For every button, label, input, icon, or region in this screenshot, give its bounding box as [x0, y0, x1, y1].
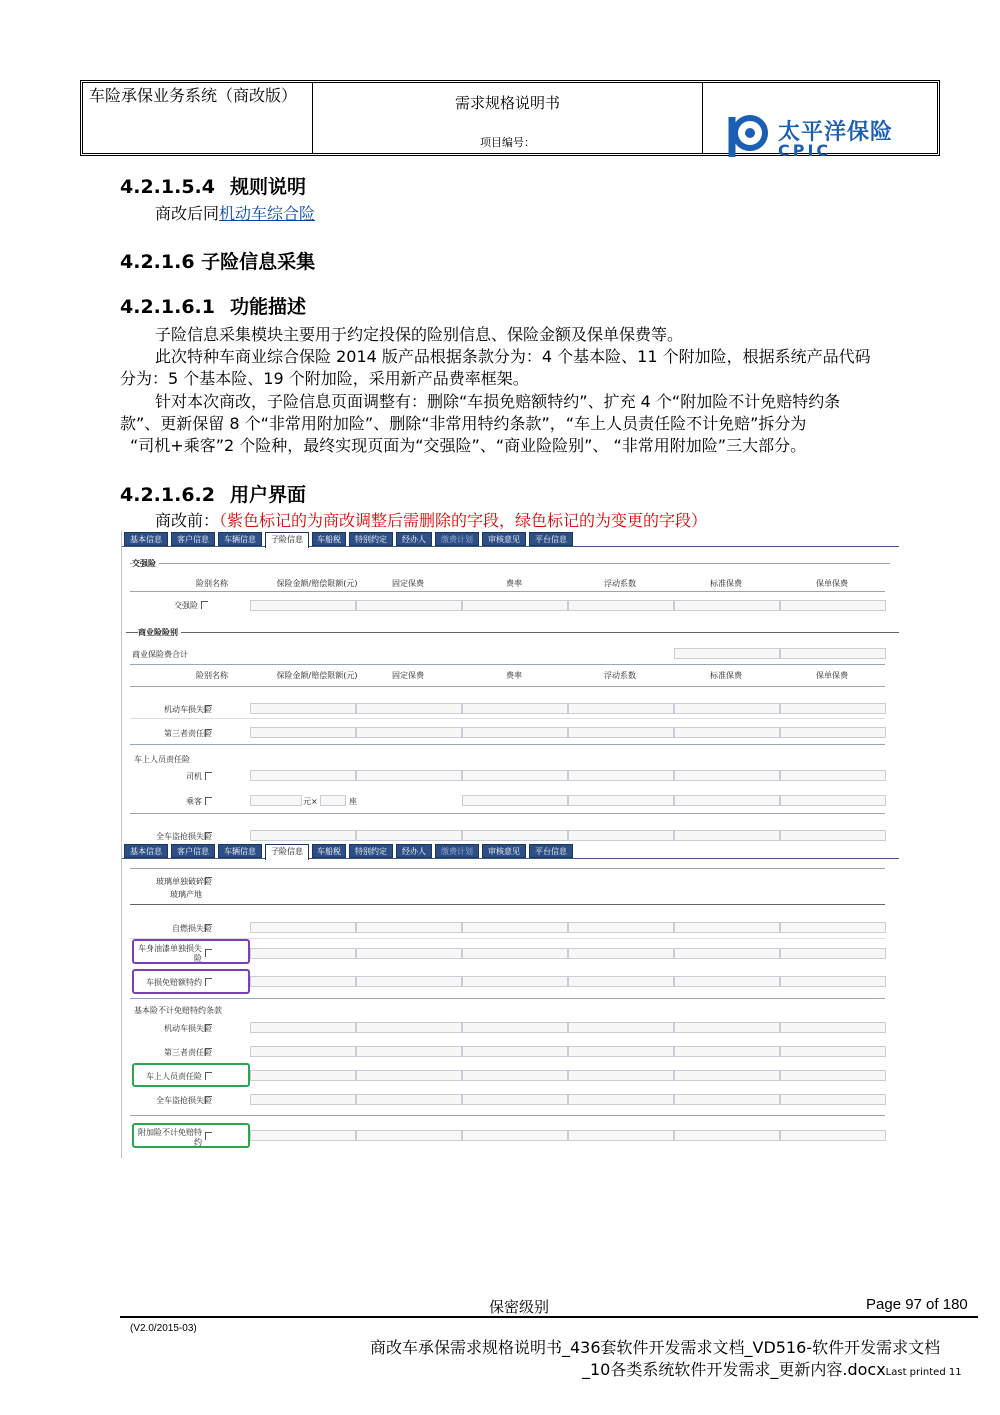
row-checkbox[interactable]: [205, 832, 212, 840]
row-label-deleted: 车身油漆单独损失险: [138, 944, 202, 963]
row-label: 第三者责任险: [164, 1048, 212, 1057]
row-label: 自燃损失险: [172, 924, 212, 933]
row-checkbox[interactable]: [201, 601, 208, 609]
tab-handler[interactable]: 经办人: [396, 532, 432, 546]
cpic-logo: [728, 113, 928, 158]
tab-bar: [122, 531, 899, 547]
row-label: 全车盗抢损失险: [156, 832, 212, 841]
row-checkbox[interactable]: [205, 1132, 212, 1140]
row-label-changed: 附加险不计免赔特约: [138, 1128, 202, 1147]
row-label: 乘客: [186, 797, 202, 806]
tab-bar: [122, 843, 899, 859]
col-standard: 标准保费: [710, 579, 742, 588]
col-amount: 保险金额/赔偿限额(元): [276, 579, 358, 588]
group-label: 基本险不计免赔特约条款: [134, 1006, 222, 1015]
para-3b: 款”、更新保留 8 个“非常用附加险”、删除“非常用特约条款”，“车上人员责任险不计免赔”拆分为: [120, 414, 807, 433]
tab-handler[interactable]: 经办人: [396, 844, 432, 858]
tab-customer[interactable]: 客户信息: [171, 844, 215, 858]
row-label: 司机: [186, 772, 202, 781]
para-2a: 此次特种车商业综合保险 2014 版产品根据条款分为：4 个基本险、11 个附加险，根据系统产品代码: [155, 347, 871, 366]
group-label: 车上人员责任险: [134, 755, 190, 764]
row-checkbox[interactable]: [205, 877, 212, 885]
tab-vessel-tax[interactable]: 车船税: [312, 844, 346, 858]
col-fixed: 固定保费: [392, 579, 424, 588]
section-sy: 商业险险别: [138, 627, 181, 638]
logo-text-cn: 太平洋保险: [778, 120, 894, 145]
footer-rule: [120, 1316, 978, 1318]
row-label-changed: 车上人员责任险: [146, 1072, 202, 1081]
tab-payment[interactable]: 缴费计划: [435, 844, 479, 858]
system-name: 车险承保业务系统（商改版）: [83, 83, 313, 153]
tab-special[interactable]: 特别约定: [349, 844, 393, 858]
doc-title-cell: [313, 83, 703, 153]
col-name: 险别名称: [196, 579, 228, 588]
tab-platform[interactable]: 平台信息: [529, 844, 573, 858]
heading-subrisk: 4.2.1.6 子险信息采集: [120, 251, 316, 273]
rules-text: 商改后同机动车综合险: [155, 204, 316, 223]
heading-function: 4.2.1.6.1 功能描述: [120, 296, 307, 318]
col-float: 浮动系数: [604, 579, 636, 588]
col-float-2: 浮动系数: [604, 671, 636, 680]
col-amount-2: 保险金额/赔偿限额(元): [276, 671, 358, 680]
row-label: 机动车损失险: [164, 705, 212, 714]
tab-special[interactable]: 特别约定: [349, 532, 393, 546]
screenshot-before-2: [121, 843, 899, 1158]
row-checkbox[interactable]: [205, 978, 212, 986]
security-level: 保密级别: [489, 1298, 550, 1316]
row-label: 全车盗抢损失险: [156, 1096, 212, 1105]
row-checkbox[interactable]: [205, 772, 212, 780]
row-checkbox[interactable]: [205, 1072, 212, 1080]
col-policy-2: 保单保费: [816, 671, 848, 680]
col-rate-2: 费率: [506, 671, 522, 680]
row-checkbox[interactable]: [205, 705, 212, 713]
before-note: 商改前：（紫色标记的为商改调整后需删除的字段，绿色标记的为变更的字段）: [155, 511, 708, 530]
tab-platform[interactable]: 平台信息: [529, 532, 573, 546]
row-label: 第三者责任险: [164, 729, 212, 738]
document-header: [80, 80, 940, 160]
row-checkbox[interactable]: [205, 729, 212, 737]
col-name-2: 险别名称: [196, 671, 228, 680]
section-jq: 交强险: [132, 558, 159, 569]
col-fixed-2: 固定保费: [392, 671, 424, 680]
row-checkbox[interactable]: [205, 1024, 212, 1032]
tab-subrisk[interactable]: 子险信息: [265, 532, 309, 548]
tab-basic[interactable]: 基本信息: [124, 532, 168, 546]
heading-rules: 4.2.1.5.4 规则说明: [120, 176, 307, 198]
row-label: 玻璃单独破碎险: [156, 877, 212, 886]
row-checkbox[interactable]: [205, 924, 212, 932]
col-policy: 保单保费: [816, 579, 848, 588]
tab-customer[interactable]: 客户信息: [171, 532, 215, 546]
para-2b: 分为：5 个基本险、19 个附加险，采用新产品费率框架。: [120, 369, 529, 388]
link-motor-insurance[interactable]: 机动车综合险: [219, 204, 316, 223]
col-rate: 费率: [506, 579, 522, 588]
para-1: 子险信息采集模块主要用于约定投保的险别信息、保险金额及保单保费等。: [155, 325, 684, 344]
cpic-logo-icon: [728, 113, 772, 159]
row-checkbox[interactable]: [205, 949, 212, 957]
row-label-deleted: 车损免赔额特约: [146, 978, 202, 987]
seat-label: 座: [349, 797, 357, 806]
sy-total-label: 商业保险费合计: [132, 650, 188, 659]
tab-subrisk[interactable]: 子险信息: [265, 844, 309, 860]
row-checkbox[interactable]: [205, 1096, 212, 1104]
para-3c: “司机+乘客”2 个险种，最终实现页面为“交强险”、“商业险险别”、 “非常用附加险”三大部分。: [130, 436, 807, 455]
col-standard-2: 标准保费: [710, 671, 742, 680]
logo-text-en: CPIC: [778, 141, 832, 160]
screenshot-before-1: [121, 531, 899, 842]
tab-vehicle[interactable]: 车辆信息: [218, 532, 262, 546]
row-label: 交强险: [174, 601, 198, 610]
tab-review[interactable]: 审核意见: [482, 844, 526, 858]
tab-vessel-tax[interactable]: 车船税: [312, 532, 346, 546]
doc-filename: 商改车承保需求规格说明书_436套软件开发需求文档_VD516-软件开发需求文档 _10各类系统软件开发需求_更新内容.docxLast printed 11: [370, 1338, 962, 1379]
tab-review[interactable]: 审核意见: [482, 532, 526, 546]
row-checkbox[interactable]: [205, 797, 212, 805]
project-number: 项目编号：: [480, 136, 535, 149]
page-number: Page 97 of 180: [866, 1296, 968, 1313]
tab-payment[interactable]: 缴费计划: [435, 532, 479, 546]
para-3a: 针对本次商改，子险信息页面调整有：删除“车损免赔额特约”、扩充 4 个“附加险不计免赔特约条: [155, 392, 841, 411]
unit-label: 元×: [303, 797, 318, 806]
row-label: 机动车损失险: [164, 1024, 212, 1033]
row-checkbox[interactable]: [205, 1048, 212, 1056]
heading-ui: 4.2.1.6.2 用户界面: [120, 484, 307, 506]
tab-vehicle[interactable]: 车辆信息: [218, 844, 262, 858]
doc-title: 需求规格说明书: [454, 94, 560, 112]
version: (V2.0/2015-03): [130, 1323, 197, 1334]
row-label: 玻璃产地: [170, 890, 202, 899]
tab-basic[interactable]: 基本信息: [124, 844, 168, 858]
